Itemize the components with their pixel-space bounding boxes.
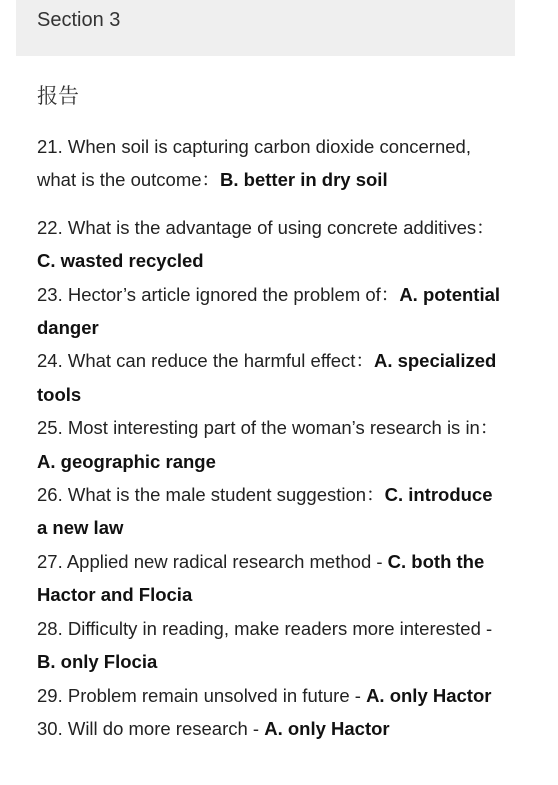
answer-item-22 [37,211,507,278]
question-text: 28. Difficulty in reading, make readers more interested - [37,617,493,639]
answer-text: B. only Flocia [37,651,158,673]
answer-item-29 [37,679,507,712]
answer-text: A. specialized tools [37,350,497,405]
section-header [16,0,515,56]
question-text: 23. Hector’s article ignored the problem of： [37,283,400,305]
question-text: 29. Problem remain unsolved in future - [37,684,367,706]
answer-item-28 [37,612,507,679]
answer-list [37,130,507,745]
question-text: 24. What can reduce the harmful effect： [37,350,374,372]
answer-text: C. both the Hactor and Flocia [37,550,485,606]
answer-text: B. better in dry soil [220,169,388,191]
section-title: Section 3 [37,9,121,31]
question-text: 21. When soil is capturing carbon dioxide concerned, what is the outcome： [37,136,471,191]
answer-item-23 [37,278,507,345]
answer-text: A. only Hactor [366,684,492,706]
answer-text: A. only Hactor [264,717,390,739]
answer-item-27 [37,545,507,612]
answer-item-25 [37,411,507,478]
question-text: 30. Will do more research - [37,717,265,739]
answer-item-26 [37,478,507,545]
report-title: 报告 [37,84,79,108]
question-text: 22. What is the advantage of using concrete additives： [37,216,495,238]
answer-text: C. introduce a new law [37,484,493,539]
answer-item-24 [37,344,507,411]
answer-text: C. wasted recycled [37,250,204,272]
answer-item-21 [37,130,507,197]
question-text: 26. What is the male student suggestion： [37,484,385,506]
answer-item-30 [37,712,507,745]
question-text: 27. Applied new radical research method - [37,550,388,572]
answer-text: A. potential danger [37,283,501,339]
question-text: 25. Most interesting part of the woman’s research is in： [37,417,499,439]
answer-text: A. geographic range [37,450,216,472]
